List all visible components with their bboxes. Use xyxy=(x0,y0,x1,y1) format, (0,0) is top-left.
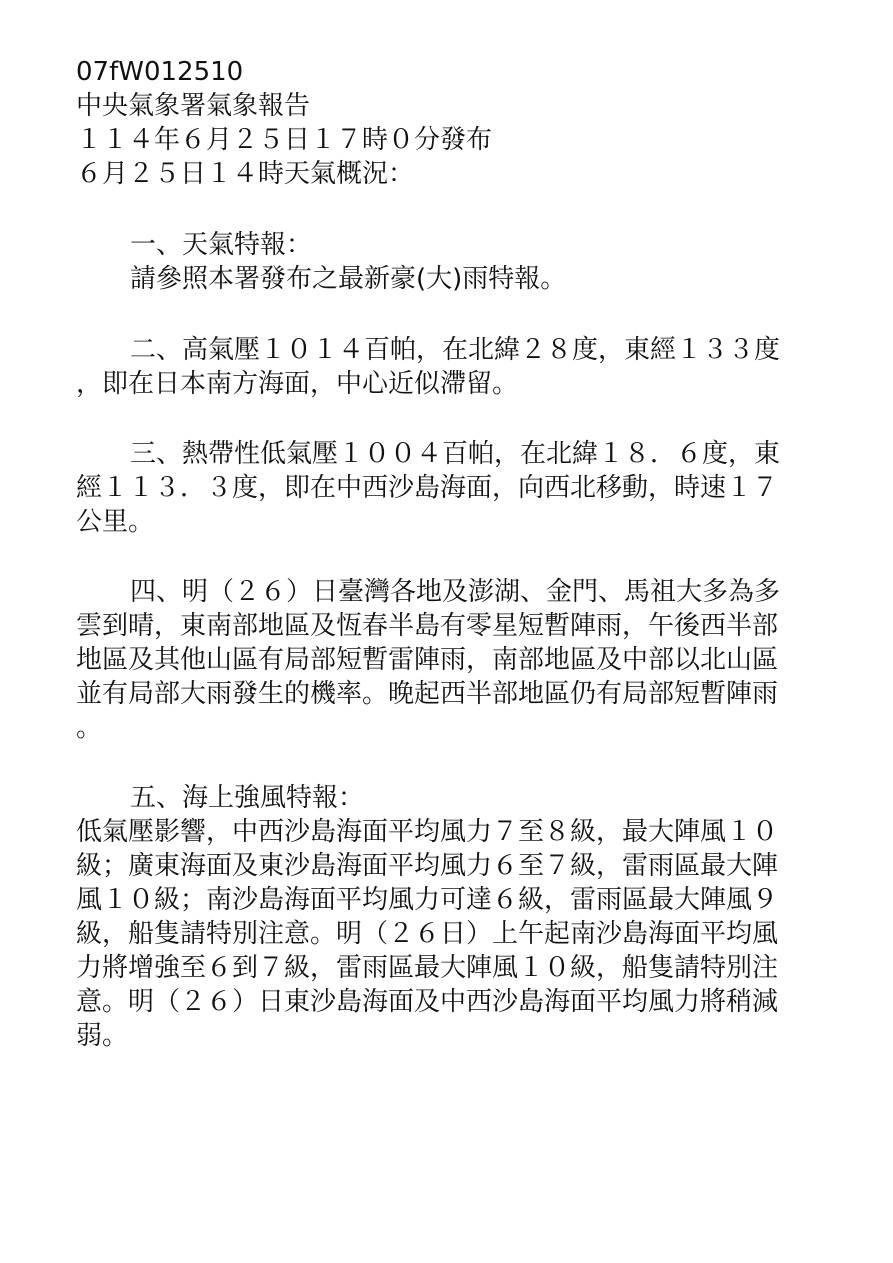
section-4-line-5: 。 xyxy=(76,713,103,743)
section-4-line-1: 四、明（２６）日臺灣各地及澎湖、金門、馬祖大多為多 xyxy=(130,577,781,607)
issue-time: １１４年６月２５日１７時０分發布 xyxy=(76,125,493,155)
agency-title: 中央氣象署氣象報告 xyxy=(76,91,311,121)
section-5-line-3: 風１０級；南沙島海面平均風力可達６級，雷雨區最大陣風９ xyxy=(76,885,779,915)
section-4-line-2: 雲到晴，東南部地區及恆春半島有零星短暫陣雨，午後西半部 xyxy=(76,611,779,641)
section-1-text: 請參照本署發布之最新豪(大)雨特報。 xyxy=(130,264,567,294)
section-3-line-2: 經１１３．３度，即在中西沙島海面，向西北移動，時速１７ xyxy=(76,473,779,503)
section-3-line-3: 公里。 xyxy=(76,507,155,537)
section-3-line-1: 三、熱帶性低氣壓１００４百帕，在北緯１８．６度，東 xyxy=(130,439,781,469)
section-5-line-5: 力將增強至６到７級，雷雨區最大陣風１０級，船隻請特別注 xyxy=(76,953,779,983)
section-1-heading: 一、天氣特報： xyxy=(130,230,313,260)
section-5-line-4: 級，船隻請特別注意。明（２６日）上午起南沙島海面平均風 xyxy=(76,919,779,949)
overview-heading: ６月２５日１４時天氣概況： xyxy=(76,159,415,189)
section-5-line-7: 弱。 xyxy=(76,1021,129,1051)
section-5-line-2: 級；廣東海面及東沙島海面平均風力６至７級，雷雨區最大陣 xyxy=(76,851,779,881)
section-2-line-2: ，即在日本南方海面，中心近似滯留。 xyxy=(76,369,519,399)
section-4-line-3: 地區及其他山區有局部短暫雷陣雨，南部地區及中部以北山區 xyxy=(76,645,779,675)
section-2-line-1: 二、高氣壓１０１４百帕，在北緯２８度，東經１３３度 xyxy=(130,335,781,365)
section-4-line-4: 並有局部大雨發生的機率。晚起西半部地區仍有局部短暫陣雨 xyxy=(76,679,779,709)
section-5-heading: 五、海上強風特報： xyxy=(130,783,365,813)
document-id: 07fW012510 xyxy=(76,57,244,87)
section-5-line-6: 意。明（２６）日東沙島海面及中西沙島海面平均風力將稍減 xyxy=(76,987,779,1017)
section-5-line-1: 低氣壓影響，中西沙島海面平均風力７至８級，最大陣風１０ xyxy=(76,817,779,847)
